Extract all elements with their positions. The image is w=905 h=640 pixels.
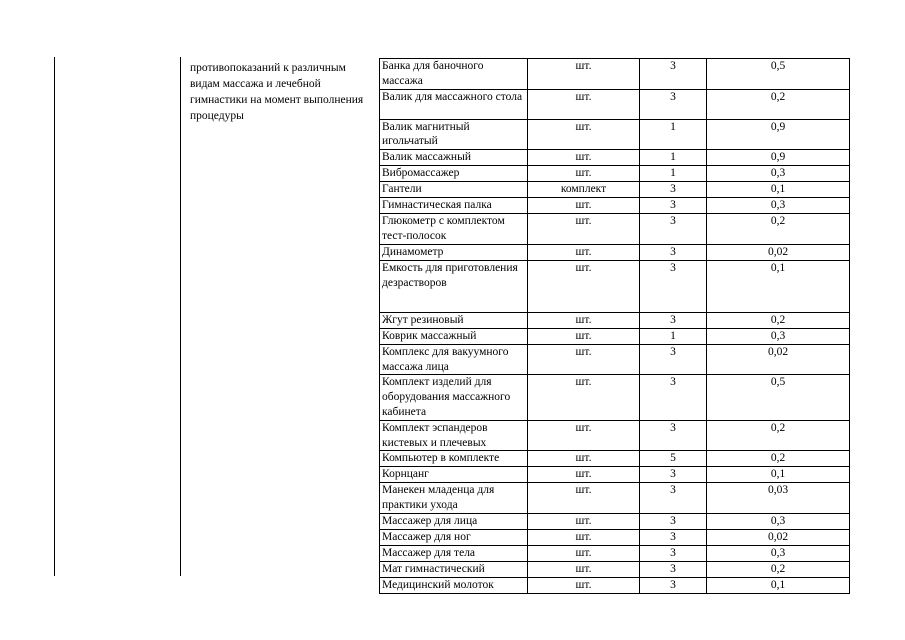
- unit-cell: шт.: [528, 577, 640, 593]
- table-row: [380, 89, 850, 119]
- rate-cell: 0,3: [707, 328, 850, 344]
- unit-cell: шт.: [528, 59, 640, 90]
- column-divider-line: [180, 57, 181, 576]
- rate-cell: 0,2: [707, 420, 850, 451]
- unit-cell: шт.: [528, 198, 640, 214]
- table-row: [380, 451, 850, 467]
- unit-cell: шт.: [528, 166, 640, 182]
- table-row: [380, 198, 850, 214]
- rate-cell: 0,9: [707, 150, 850, 166]
- item-name-cell: Гантели: [380, 182, 528, 198]
- unit-cell: шт.: [528, 561, 640, 577]
- unit-cell: шт.: [528, 244, 640, 260]
- item-name-cell: Компьютер в комплекте: [380, 451, 528, 467]
- item-name-cell: Вибромассажер: [380, 166, 528, 182]
- rate-cell: 0,1: [707, 467, 850, 483]
- unit-cell: шт.: [528, 545, 640, 561]
- rate-cell: 0,9: [707, 119, 850, 150]
- table-row: [380, 312, 850, 328]
- quantity-cell: 3: [640, 344, 707, 375]
- quantity-cell: 3: [640, 467, 707, 483]
- item-name-cell: Динамометр: [380, 244, 528, 260]
- table-row: [380, 344, 850, 375]
- table-row: [380, 420, 850, 451]
- table-row: [380, 483, 850, 514]
- quantity-cell: 3: [640, 312, 707, 328]
- rate-cell: 0,02: [707, 529, 850, 545]
- table-row: [380, 529, 850, 545]
- item-name-cell: Комплект эспандеров кистевых и плечевых: [380, 420, 528, 451]
- table-row: [380, 545, 850, 561]
- item-name-cell: Массажер для тела: [380, 545, 528, 561]
- unit-cell: шт.: [528, 344, 640, 375]
- quantity-cell: 3: [640, 420, 707, 451]
- rate-cell: 0,2: [707, 312, 850, 328]
- quantity-cell: 3: [640, 483, 707, 514]
- table-row: [380, 166, 850, 182]
- rate-cell: 0,2: [707, 451, 850, 467]
- quantity-cell: 3: [640, 182, 707, 198]
- unit-cell: шт.: [528, 119, 640, 150]
- table-row: [380, 119, 850, 150]
- rate-cell: 0,1: [707, 182, 850, 198]
- rate-cell: 0,2: [707, 89, 850, 119]
- quantity-cell: 3: [640, 529, 707, 545]
- unit-cell: шт.: [528, 375, 640, 420]
- item-name-cell: Жгут резиновый: [380, 312, 528, 328]
- rate-cell: 0,5: [707, 59, 850, 90]
- unit-cell: шт.: [528, 328, 640, 344]
- unit-cell: шт.: [528, 467, 640, 483]
- unit-cell: шт.: [528, 312, 640, 328]
- rate-cell: 0,2: [707, 561, 850, 577]
- item-name-cell: Массажер для лица: [380, 513, 528, 529]
- item-name-cell: Массажер для ног: [380, 529, 528, 545]
- rate-cell: 0,2: [707, 214, 850, 245]
- item-name-cell: Медицинский молоток: [380, 577, 528, 593]
- unit-cell: шт.: [528, 513, 640, 529]
- unit-cell: шт.: [528, 260, 640, 312]
- unit-cell: шт.: [528, 420, 640, 451]
- quantity-cell: 3: [640, 244, 707, 260]
- quantity-cell: 5: [640, 451, 707, 467]
- rate-cell: 0,3: [707, 198, 850, 214]
- item-name-cell: Емкость для приготовления дезрастворов: [380, 260, 528, 312]
- quantity-cell: 3: [640, 577, 707, 593]
- left-border-line: [54, 57, 55, 576]
- equipment-table: [379, 58, 850, 594]
- quantity-cell: 1: [640, 328, 707, 344]
- item-name-cell: Комплект изделий для оборудования массажного кабинета: [380, 375, 528, 420]
- item-name-cell: Гимнастическая палка: [380, 198, 528, 214]
- rate-cell: 0,02: [707, 244, 850, 260]
- unit-cell: комплект: [528, 182, 640, 198]
- table-row: [380, 260, 850, 312]
- table-row: [380, 214, 850, 245]
- rate-cell: 0,1: [707, 260, 850, 312]
- quantity-cell: 3: [640, 375, 707, 420]
- table-row: [380, 561, 850, 577]
- quantity-cell: 3: [640, 513, 707, 529]
- quantity-cell: 1: [640, 150, 707, 166]
- item-name-cell: Валик магнитный игольчатый: [380, 119, 528, 150]
- quantity-cell: 1: [640, 119, 707, 150]
- contraindications-text: противопоказаний к различным видам массажа и лечебной гимнастики на момент выполнения процедуры: [190, 62, 364, 122]
- quantity-cell: 3: [640, 214, 707, 245]
- item-name-cell: Комплекс для вакуумного массажа лица: [380, 344, 528, 375]
- table-row: [380, 244, 850, 260]
- rate-cell: 0,1: [707, 577, 850, 593]
- unit-cell: шт.: [528, 214, 640, 245]
- quantity-cell: 3: [640, 198, 707, 214]
- quantity-cell: 3: [640, 59, 707, 90]
- item-name-cell: Валик для массажного стола: [380, 89, 528, 119]
- item-name-cell: Коврик массажный: [380, 328, 528, 344]
- table-row: [380, 150, 850, 166]
- rate-cell: 0,3: [707, 166, 850, 182]
- unit-cell: шт.: [528, 483, 640, 514]
- table-row: [380, 467, 850, 483]
- table-row: [380, 328, 850, 344]
- table-row: [380, 513, 850, 529]
- quantity-cell: 3: [640, 561, 707, 577]
- table-row: [380, 375, 850, 420]
- quantity-cell: 1: [640, 166, 707, 182]
- equipment-table-body: [380, 59, 850, 594]
- unit-cell: шт.: [528, 150, 640, 166]
- quantity-cell: 3: [640, 545, 707, 561]
- quantity-cell: 3: [640, 89, 707, 119]
- item-name-cell: Корнцанг: [380, 467, 528, 483]
- item-name-cell: Глюкометр с комплектом тест-полосок: [380, 214, 528, 245]
- rate-cell: 0,03: [707, 483, 850, 514]
- unit-cell: шт.: [528, 529, 640, 545]
- item-name-cell: Банка для баночного массажа: [380, 59, 528, 90]
- unit-cell: шт.: [528, 89, 640, 119]
- item-name-cell: Мат гимнастический: [380, 561, 528, 577]
- table-row: [380, 59, 850, 90]
- rate-cell: 0,3: [707, 545, 850, 561]
- quantity-cell: 3: [640, 260, 707, 312]
- table-row: [380, 577, 850, 593]
- rate-cell: 0,5: [707, 375, 850, 420]
- item-name-cell: Манекен младенца для практики ухода: [380, 483, 528, 514]
- rate-cell: 0,3: [707, 513, 850, 529]
- rate-cell: 0,02: [707, 344, 850, 375]
- table-row: [380, 182, 850, 198]
- item-name-cell: Валик массажный: [380, 150, 528, 166]
- unit-cell: шт.: [528, 451, 640, 467]
